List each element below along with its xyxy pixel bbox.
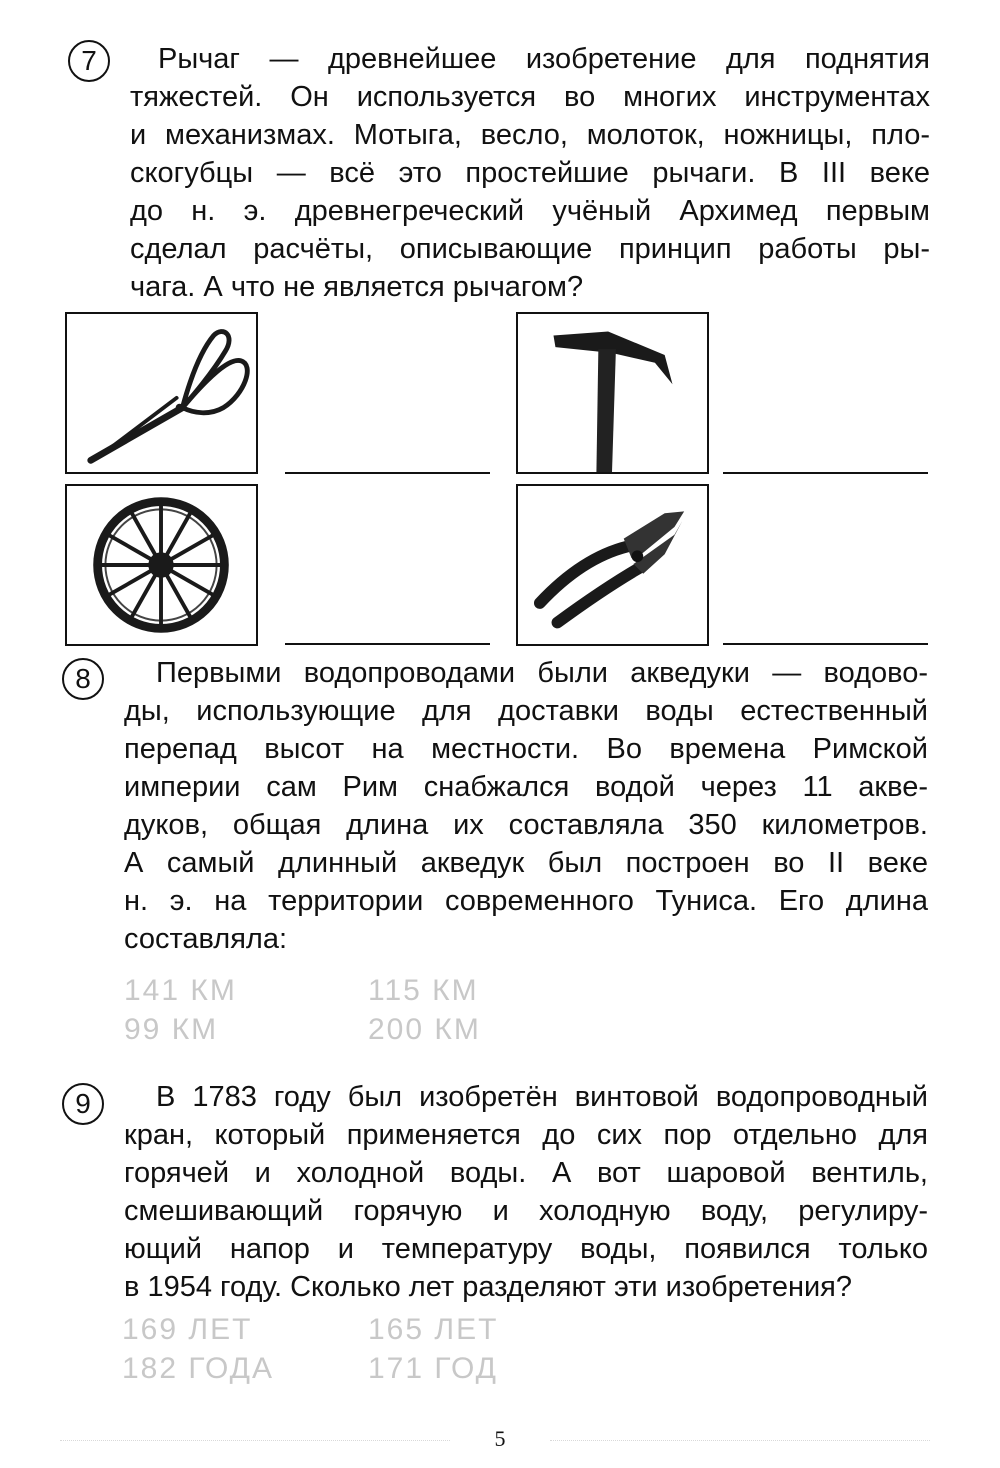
task-7-line: и механизмах. Мотыга, весло, молоток, ножницы, пло- bbox=[130, 119, 930, 151]
task-7-line: чага. А что не является рычагом? bbox=[130, 271, 584, 303]
task-9-option[interactable]: 171 ГОД bbox=[368, 1352, 498, 1385]
task-9-line: ющий напор и температуру воды, появился только bbox=[124, 1233, 928, 1265]
task-9-option[interactable]: 165 ЛЕТ bbox=[368, 1313, 499, 1346]
task-8-number: 8 bbox=[62, 658, 104, 700]
task-7-line: сделал расчёты, описывающие принцип работы ры- bbox=[130, 233, 930, 265]
task-8-line: империи сам Рим снабжался водой через 11 акве- bbox=[124, 771, 928, 803]
task-9-text bbox=[124, 1078, 928, 1306]
task-8-line: дуков, общая длина их составляла 350 километров. bbox=[124, 809, 928, 841]
task-8-option[interactable]: 141 КМ bbox=[124, 974, 237, 1007]
task-7-line: до н. э. древнегреческий учёный Архимед первым bbox=[130, 195, 930, 227]
task-8-option[interactable]: 115 КМ bbox=[368, 974, 479, 1007]
task-8-line: н. э. на территории современного Туниса. Его длина bbox=[124, 885, 928, 917]
task-7-text bbox=[130, 40, 930, 306]
pliers-image bbox=[516, 484, 709, 646]
task-9-line: смешивающий горячую и холодную воду, регулиру- bbox=[124, 1195, 928, 1227]
scissors-image bbox=[65, 312, 258, 474]
task-9-option[interactable]: 182 ГОДА bbox=[122, 1352, 274, 1385]
answer-line-wheel[interactable] bbox=[285, 643, 490, 645]
task-9-option[interactable]: 169 ЛЕТ bbox=[122, 1313, 253, 1346]
task-9-number: 9 bbox=[62, 1083, 104, 1125]
task-8-line: составляла: bbox=[124, 923, 288, 955]
task-8-line: перепад высот на местности. Во времена Римской bbox=[124, 733, 928, 765]
task-9-line: горячей и холодной воды. А вот шаровой вентиль, bbox=[124, 1157, 928, 1189]
task-7-line: скогубцы — всё это простейшие рычаги. В III веке bbox=[130, 157, 930, 189]
task-8-line: Первыми водопроводами были акведуки — водово- bbox=[156, 657, 928, 689]
task-8-option[interactable]: 99 КМ bbox=[124, 1013, 219, 1046]
task-8-line: ды, использующие для доставки воды естественный bbox=[124, 695, 928, 727]
scissors-icon bbox=[67, 314, 256, 472]
task-8-text bbox=[124, 654, 928, 958]
answer-line-pliers[interactable] bbox=[723, 643, 928, 645]
task-9-line: кран, который применяется до сих пор отдельно для bbox=[124, 1119, 928, 1151]
answer-line-hammer[interactable] bbox=[723, 472, 928, 474]
task-8-line: А самый длинный акведук был построен во II веке bbox=[124, 847, 928, 879]
task-7-line: Рычаг — древнейшее изобретение для поднятия bbox=[158, 43, 930, 75]
answer-line-scissors[interactable] bbox=[285, 472, 490, 474]
task-8-option[interactable]: 200 КМ bbox=[368, 1013, 481, 1046]
hammer-icon bbox=[518, 314, 707, 472]
task-7-line: тяжестей. Он используется во многих инструментах bbox=[130, 81, 930, 113]
wheel-icon bbox=[67, 486, 256, 644]
wheel-image bbox=[65, 484, 258, 646]
task-9-line: в 1954 году. Сколько лет разделяют эти изобретения? bbox=[124, 1271, 852, 1303]
task-7-number: 7 bbox=[68, 40, 110, 82]
hammer-image bbox=[516, 312, 709, 474]
task-9-line: В 1783 году был изобретён винтовой водопроводный bbox=[156, 1081, 928, 1113]
page-number: 5 bbox=[494, 1426, 506, 1451]
pliers-icon bbox=[518, 486, 707, 644]
